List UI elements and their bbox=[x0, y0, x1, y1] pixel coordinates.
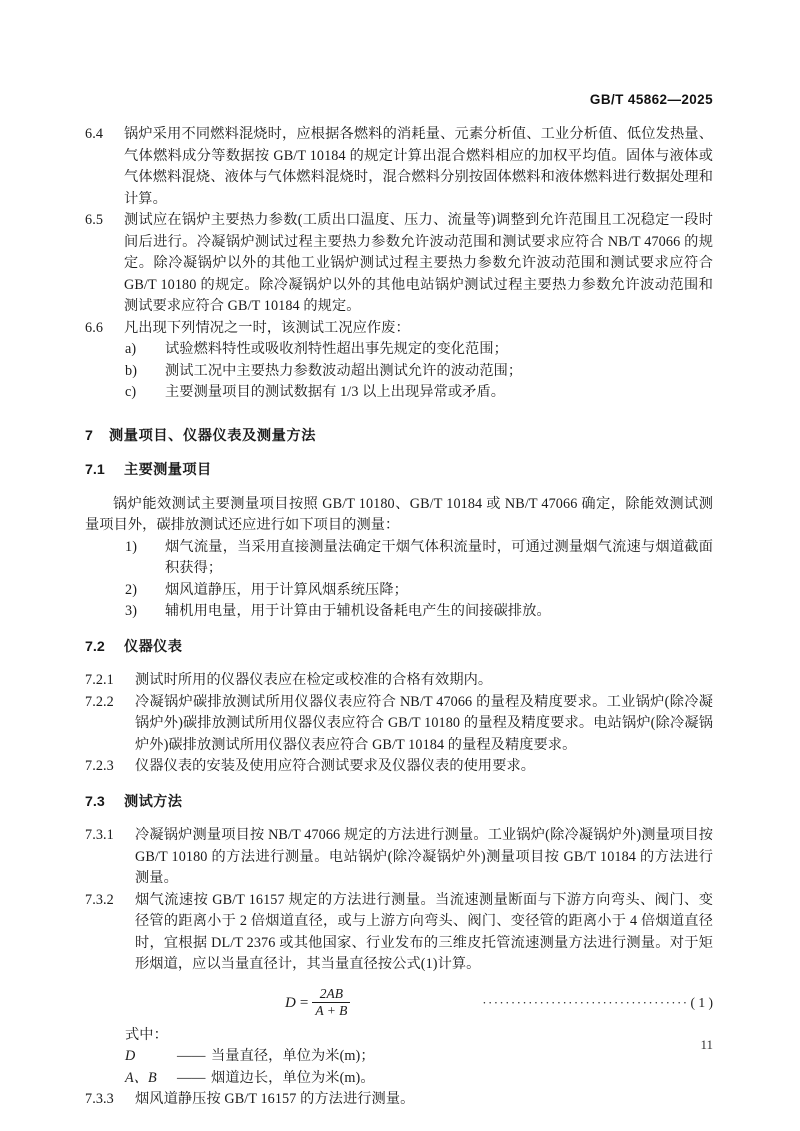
section-7-title: 测量项目、仪器仪表及测量方法 bbox=[109, 427, 317, 444]
list-item bbox=[125, 382, 713, 404]
clause-7-2-2 bbox=[85, 692, 713, 757]
subsection-heading-7-3 bbox=[85, 792, 713, 814]
clause-7-2-1-text: 测试时所用的仪器仪表应在检定或校准的合格有效期内。 bbox=[135, 672, 493, 688]
subsection-7-2-number: 7.2 bbox=[85, 638, 105, 655]
clause-7-2-3 bbox=[85, 756, 713, 778]
section-heading-7 bbox=[85, 426, 713, 448]
clause-7-3-2-number: 7.3.2 bbox=[85, 891, 114, 908]
formula-denominator: A + B bbox=[315, 1003, 348, 1019]
clause-6-6-text: 凡出现下列情况之一时，该测试工况应作废： bbox=[124, 319, 410, 336]
document-content bbox=[85, 124, 713, 1111]
formula-lhs: D bbox=[285, 994, 296, 1011]
clause-7-3-3 bbox=[85, 1089, 713, 1111]
section-7-number: 7 bbox=[85, 427, 93, 444]
clause-7-2-2-number: 7.2.2 bbox=[85, 693, 114, 710]
standard-number: GB/T 45862—2025 bbox=[589, 92, 713, 107]
list-item bbox=[125, 537, 713, 580]
clause-7-3-1 bbox=[85, 825, 713, 890]
definition-symbol-AB: A、B bbox=[125, 1069, 157, 1086]
where-label: 式中： bbox=[125, 1026, 168, 1043]
list-text-a: 试验燃料特性或吸收剂特性超出事先规定的变化范围； bbox=[165, 341, 508, 357]
page-number: 11 bbox=[700, 1037, 713, 1052]
clause-7-3-3-number: 7.3.3 bbox=[85, 1091, 114, 1108]
clause-7-3-3-text: 烟风道静压按 GB/T 16157 的方法进行测量。 bbox=[135, 1091, 415, 1108]
clause-7-2-3-number: 7.2.3 bbox=[85, 758, 114, 774]
list-marker-a: a) bbox=[125, 341, 137, 357]
list-marker-2: 2) bbox=[125, 581, 138, 598]
clause-7-3-2-text: 烟气流速按 GB/T 16157 规定的方法进行测量。当流速测量断面与下游方向弯头、阀门、变径管的距离小于 2 倍烟道直径，或与上游方向弯头、阀门、变径管的距离小于 4 倍烟道直径时，宜根据 DL/T 2376 或其他国家、行业发布的三维皮托管流速测量方法进行测量。对于矩形烟道，应以当量直径计，其当量直径按公式(1)计算。 bbox=[135, 891, 713, 972]
clause-6-4-text: 锅炉采用不同燃料混烧时，应根据各燃料的消耗量、元素分析值、工业分析值、低位发热量、气体燃料成分等数据按 GB/T 10184 的规定计算出混合燃料相应的加权平均值。固体与液体或气体燃料混烧、液体与气体燃料混烧时，混合燃料分别按固体燃料和液体燃料进行数据处理和计算。 bbox=[124, 126, 713, 207]
formula-equals-sign: = bbox=[299, 994, 309, 1011]
list-text-1: 烟气流量，当采用直接测量法确定干烟气体积流量时，可通过测量烟气流速与烟道截面积获得； bbox=[165, 538, 713, 576]
list-item bbox=[125, 580, 713, 602]
paragraph-7-1-intro: 锅炉能效测试主要测量项目按照 GB/T 10180、GB/T 10184 或 NB/T 47066 确定，除能效测试测量项目外，碳排放测试还应进行如下项目的测量： bbox=[85, 495, 713, 533]
list-text-3: 辅机用电量，用于计算由于辅机设备耗电产生的间接碳排放。 bbox=[165, 603, 551, 619]
subsection-7-3-title: 测试方法 bbox=[124, 793, 183, 810]
clause-7-2-1 bbox=[85, 670, 713, 692]
clause-7-3-2 bbox=[85, 890, 713, 976]
subsection-heading-7-2 bbox=[85, 637, 713, 659]
clause-6-5-text: 测试应在锅炉主要热力参数(工质出口温度、压力、流量等)调整到允许范围且工况稳定一段时间后进行。冷凝锅炉测试过程主要热力参数允许波动范围和测试要求应符合 NB/T 47066 的规定。除冷凝锅炉以外的其他工业锅炉测试过程主要热力参数允许波动范围和测试要求应符合 GB/T 10180 的规定。除冷凝锅炉以外的其他电站锅炉测试过程主要热力参数允许波动范围和测试要求应符合 GB/T 10184 的规定。 bbox=[124, 212, 713, 314]
formula-equation-number: ( 1 ) bbox=[690, 994, 713, 1010]
subsection-7-3-number: 7.3 bbox=[85, 793, 105, 810]
list-text-2: 烟风道静压，用于计算风烟系统压降； bbox=[165, 581, 408, 598]
clause-6-6-number: 6.6 bbox=[85, 319, 104, 336]
formula-block-1 bbox=[85, 987, 713, 1019]
list-item bbox=[125, 339, 713, 361]
clause-7-2-2-text: 冷凝锅炉碳排放测试所用仪器仪表应符合 NB/T 47066 的量程及精度要求。工业锅炉(除冷凝锅炉外)碳排放测试所用仪器仪表应符合 GB/T 10180 的量程及精度要求。电站锅炉(除冷凝锅炉外)碳排放测试所用仪器仪表应符合 GB/T 10184 的量程及精度要求。 bbox=[135, 693, 713, 753]
subsection-7-1-number: 7.1 bbox=[85, 462, 105, 478]
clause-6-6 bbox=[85, 318, 713, 340]
list-marker-c: c) bbox=[125, 384, 137, 400]
definition-row-AB bbox=[125, 1068, 713, 1090]
formula-numerator: 2AB bbox=[319, 985, 343, 1001]
subsection-7-2-title: 仪器仪表 bbox=[124, 638, 183, 655]
definition-symbol-D: D bbox=[125, 1048, 136, 1065]
definition-description-AB: 烟道边长，单位为米(m)。 bbox=[211, 1069, 375, 1086]
running-header bbox=[85, 92, 713, 107]
subsection-7-1-title: 主要测量项目 bbox=[124, 462, 212, 478]
formula-leader-dots: ···································· bbox=[482, 994, 689, 1010]
clause-7-3-1-number: 7.3.1 bbox=[85, 827, 114, 843]
list-item bbox=[125, 601, 713, 623]
formula-equation bbox=[285, 987, 350, 1019]
list-text-c: 主要测量项目的测试数据有 1/3 以上出现异常或矛盾。 bbox=[165, 384, 506, 400]
list-marker-b: b) bbox=[125, 362, 138, 379]
clause-7-3-1-text: 冷凝锅炉测量项目按 NB/T 47066 规定的方法进行测量。工业锅炉(除冷凝锅炉外)测量项目按 GB/T 10180 的方法进行测量。电站锅炉(除冷凝锅炉外)测量项目按 GB/T 10184 的方法进行测量。 bbox=[135, 827, 713, 886]
clause-7-2-1-number: 7.2.1 bbox=[85, 672, 114, 688]
clause-6-4 bbox=[85, 124, 713, 210]
clause-6-5 bbox=[85, 210, 713, 318]
clause-6-5-number: 6.5 bbox=[85, 212, 104, 228]
definition-description-D: 当量直径，单位为米(m)； bbox=[211, 1048, 375, 1065]
list-item bbox=[125, 361, 713, 383]
clause-6-4-number: 6.4 bbox=[85, 126, 104, 142]
formula-fraction bbox=[312, 987, 350, 1019]
definition-dash: —— bbox=[177, 1069, 206, 1086]
list-marker-1: 1) bbox=[125, 538, 138, 555]
list-text-b: 测试工况中主要热力参数波动超出测试允许的波动范围； bbox=[165, 362, 523, 379]
definition-dash: —— bbox=[177, 1048, 206, 1065]
list-marker-3: 3) bbox=[125, 603, 138, 619]
clause-7-2-3-text: 仪器仪表的安装及使用应符合测试要求及仪器仪表的使用要求。 bbox=[135, 758, 536, 774]
subsection-heading-7-1 bbox=[85, 460, 713, 482]
